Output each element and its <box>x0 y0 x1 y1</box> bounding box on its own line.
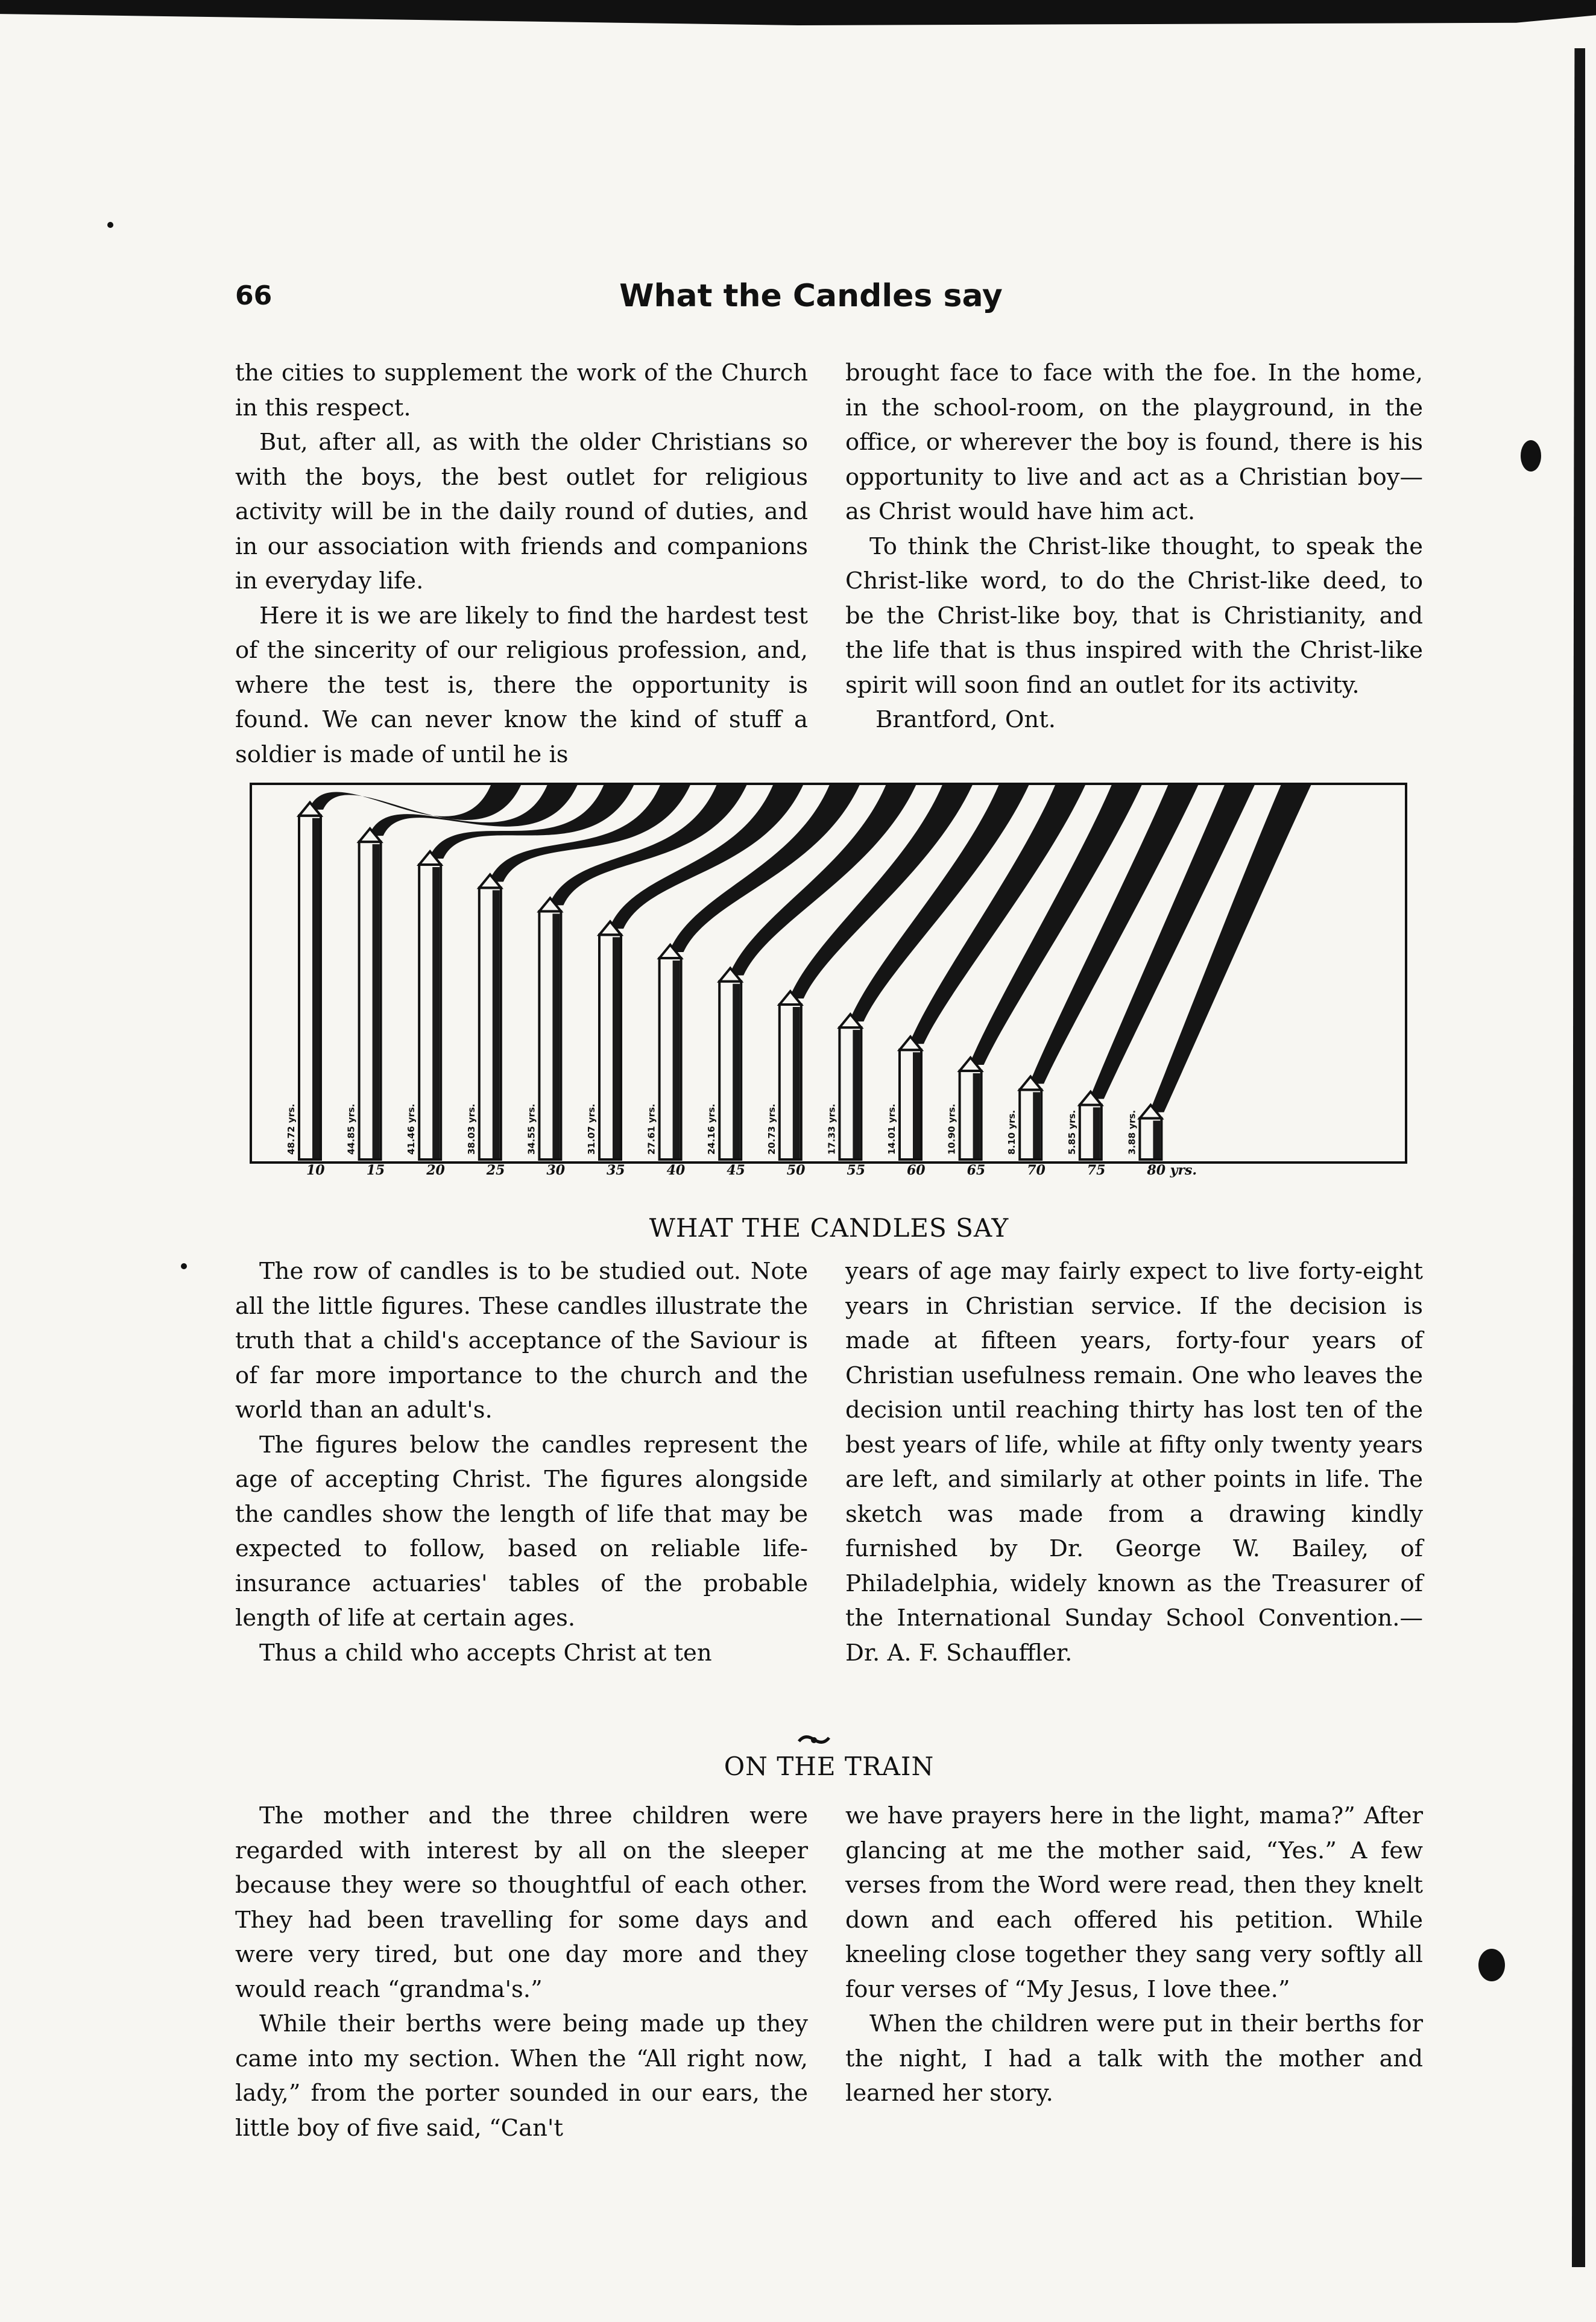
running-title: What the Candles say <box>619 278 1003 314</box>
x-tick-label: 40 <box>666 1163 686 1178</box>
candle-label: 20.73 yrs. <box>766 1103 777 1155</box>
x-tick-label: 75 <box>1087 1163 1106 1178</box>
x-tick-label: 30 <box>546 1163 566 1178</box>
paragraph: But, after all, as with the older Christians so with the boys, the best outlet for religious activity will be in the daily round of duties, and in our association with friends and companions in everyday life. <box>235 429 808 595</box>
candle-label: 27.61 yrs. <box>646 1103 657 1155</box>
candle-shade <box>493 890 500 1158</box>
candle-shade <box>793 1007 800 1158</box>
x-tick-label: 45 <box>727 1163 745 1178</box>
candle-shade <box>1093 1108 1100 1158</box>
scan-top-edge <box>0 0 1596 25</box>
candles-article-title: WHAT THE CANDLES SAY <box>649 1213 1009 1243</box>
candle-label: 41.46 yrs. <box>406 1103 417 1155</box>
paragraph: we have prayers here in the light, mama?” After glancing at me the mother said, “Yes.” A few verses from the Word were read, then they knelt down and each offered his petition. While kneeling close together they sang very softly all four verses of “My Jesus, I love thee.” <box>845 1802 1423 2003</box>
scan-right-edge <box>1572 48 1585 2267</box>
paragraph: years of age may fairly expect to live forty-eight years in Christian service. If the decision is made at fifteen years, forty-four years of Christian usefulness remain. One who leaves the decision until reaching thirty has lost ten of the best years of life, while at fifty only twenty years are left, and similarly at other points in life. The sketch was made from a drawing kindly furnished by Dr. George W. Bailey, of Philadelphia, widely known as the Treasurer of the International Sunday School Convention.—Dr. A. F. Schauffler. <box>845 1258 1423 1667</box>
train-article-title: ON THE TRAIN <box>724 1752 935 1781</box>
paragraph: Thus a child who accepts Christ at ten <box>259 1639 712 1667</box>
candle-shade <box>733 984 740 1158</box>
candle-label: 14.01 yrs. <box>886 1103 897 1155</box>
ornament-icon <box>796 1730 832 1749</box>
candle-shade <box>312 818 320 1158</box>
candle-label: 24.16 yrs. <box>706 1103 718 1155</box>
candle-label: 44.85 yrs. <box>345 1103 357 1155</box>
train-column-right <box>845 1799 1423 2111</box>
candle-shade <box>973 1073 980 1158</box>
paragraph: While their berths were being made up they came into my section. When the “All right now, lady,” from the porter sounded in our ears, the little boy of five said, “Can't <box>235 2010 808 2142</box>
paragraph: brought face to face with the foe. In the home, in the school-room, on the playground, in the office, or wherever the boy is found, there is his opportunity to live and act as a Christian boy—as Christ would have him act. <box>845 359 1423 525</box>
candle-shade <box>552 913 560 1158</box>
paragraph: The mother and the three children were regarded with interest by all on the sleeper because they were so thoughtful of each other. They had been travelling for some days and were very tired, but one day more and they would reach “grandma's.” <box>235 1802 808 2003</box>
x-tick-label: 20 <box>426 1163 445 1178</box>
candle-label: 5.85 yrs. <box>1066 1109 1077 1155</box>
signature: Brantford, Ont. <box>875 706 1056 733</box>
intro-column-right <box>845 356 1423 737</box>
scan-speck <box>181 1263 187 1269</box>
x-tick-label: 35 <box>607 1163 625 1178</box>
candle-label: 8.10 yrs. <box>1006 1109 1018 1155</box>
x-tick-label: 70 <box>1027 1163 1046 1178</box>
candle-label: 17.33 yrs. <box>826 1103 837 1155</box>
scan-speck <box>107 222 113 228</box>
paragraph: When the children were put in their berths for the night, I had a talk with the mother and learned her story. <box>845 2010 1423 2107</box>
scan-speck <box>1521 440 1541 472</box>
x-tick-label: 60 <box>907 1163 926 1178</box>
candle-label: 31.07 yrs. <box>586 1103 597 1155</box>
page-header <box>235 280 1387 323</box>
paragraph: Here it is we are likely to find the hardest test of the sincerity of our religious profession, and, where the test is, there the opportunity is found. We can never know the kind of stuff a soldier is made of until he is <box>235 602 808 768</box>
candle-shade <box>913 1052 920 1158</box>
x-tick-label: 15 <box>366 1163 385 1178</box>
candle-label: 3.88 yrs. <box>1126 1109 1138 1155</box>
candle-label: 48.72 yrs. <box>286 1103 297 1155</box>
paragraph: The figures below the candles represent the age of accepting Christ. The figures alongside the candles show the length of life that may be expected to follow, based on reliable life-insurance actuaries' tables of the probable length of life at certain ages. <box>235 1431 808 1632</box>
candle-shade <box>853 1030 860 1158</box>
x-tick-label: 55 <box>847 1163 866 1178</box>
candles-column-right <box>845 1254 1423 1670</box>
paragraph: the cities to supplement the work of the Church in this respect. <box>235 359 808 421</box>
intro-column-left <box>235 356 808 772</box>
candle-label: 34.55 yrs. <box>526 1103 537 1155</box>
x-tick-label: 65 <box>967 1163 986 1178</box>
candle-shade <box>673 961 680 1158</box>
candle-label: 38.03 yrs. <box>465 1103 477 1155</box>
candle-shade <box>373 844 380 1158</box>
scan-speck <box>1478 1949 1505 1981</box>
candles-column-left <box>235 1254 808 1670</box>
candle-shade <box>1033 1092 1040 1158</box>
x-tick-label: 10 <box>306 1163 325 1178</box>
x-tick-label: 80 yrs. <box>1147 1163 1197 1178</box>
train-column-left <box>235 1799 808 2145</box>
paragraph: The row of candles is to be studied out. Note all the little figures. These candles illustrate the truth that a child's acceptance of the Saviour is of far more importance to the church and the world than an adult's. <box>235 1258 808 1424</box>
x-tick-label: 50 <box>786 1163 806 1178</box>
candle-shade <box>1153 1121 1160 1158</box>
candle-shade <box>432 867 440 1158</box>
paragraph: To think the Christ-like thought, to speak the Christ-like word, to do the Christ-like deed, to be the Christ-like boy, that is Christianity, and the life that is thus inspired with the Christ-like spirit will soon find an outlet for its activity. <box>845 532 1423 699</box>
page-number: 66 <box>235 280 273 311</box>
candle-shade <box>613 937 620 1158</box>
x-tick-label: 25 <box>486 1163 505 1178</box>
candles-illustration <box>250 783 1407 1178</box>
candle-label: 10.90 yrs. <box>946 1103 957 1155</box>
